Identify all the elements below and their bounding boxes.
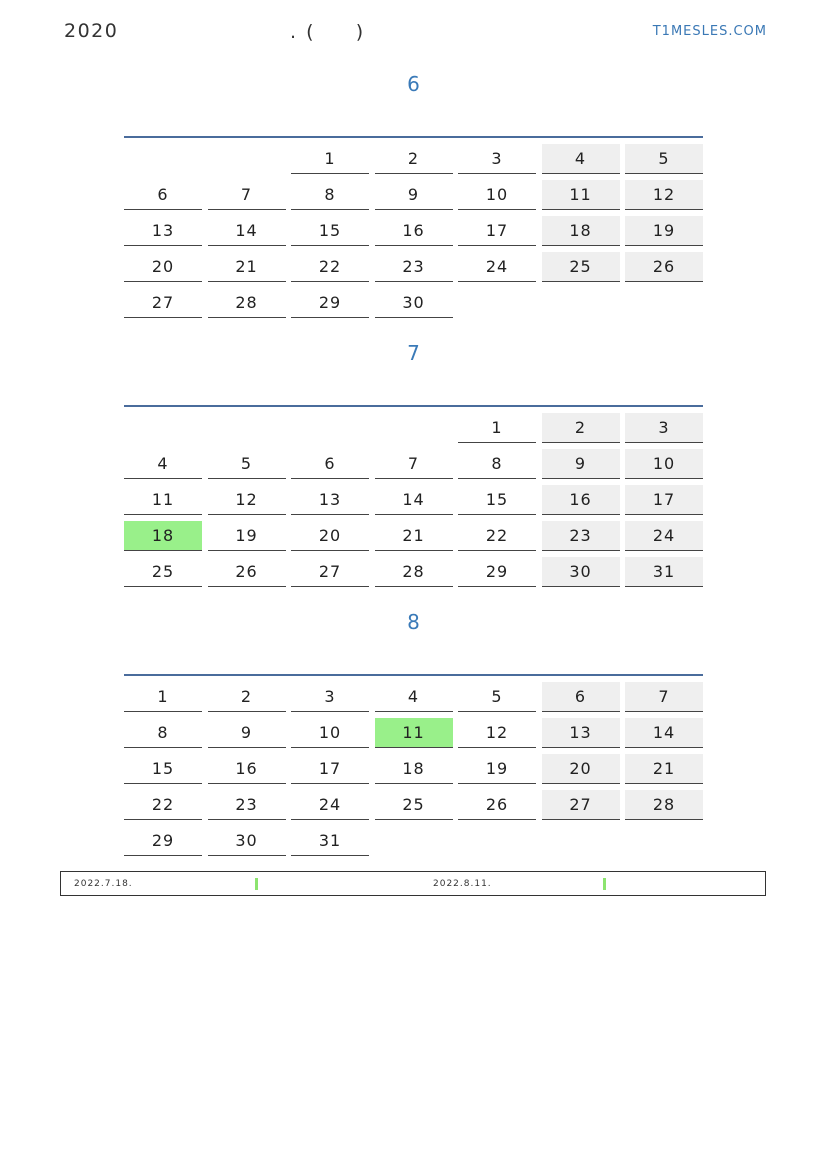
month-rule <box>124 136 703 138</box>
empty-cell <box>625 288 703 317</box>
day-cell[interactable]: 31 <box>625 557 703 587</box>
day-cell[interactable]: 26 <box>625 252 703 282</box>
day-cell[interactable]: 4 <box>124 449 202 479</box>
day-cell[interactable]: 12 <box>625 180 703 210</box>
day-cell[interactable]: 5 <box>625 144 703 174</box>
day-cell[interactable]: 19 <box>208 521 286 551</box>
day-cell[interactable]: 21 <box>208 252 286 282</box>
day-cell[interactable]: 26 <box>458 790 536 820</box>
day-cell[interactable]: 28 <box>375 557 453 587</box>
day-cell[interactable]: 8 <box>458 449 536 479</box>
day-cell[interactable]: 14 <box>375 485 453 515</box>
day-cell[interactable]: 25 <box>542 252 620 282</box>
day-cell[interactable]: 27 <box>291 557 369 587</box>
empty-cell <box>124 144 202 173</box>
day-cell[interactable]: 7 <box>375 449 453 479</box>
day-cell[interactable]: 29 <box>458 557 536 587</box>
week-row <box>124 252 703 288</box>
day-cell[interactable]: 3 <box>458 144 536 174</box>
day-cell[interactable]: 27 <box>124 288 202 318</box>
week-row <box>124 557 703 593</box>
day-cell[interactable]: 29 <box>291 288 369 318</box>
day-cell[interactable]: 9 <box>375 180 453 210</box>
day-cell[interactable]: 16 <box>208 754 286 784</box>
legend-date: 2022.8.11. <box>433 879 492 889</box>
site-link[interactable]: T1MESLES.COM <box>652 24 767 39</box>
week-row <box>124 718 703 754</box>
week-row <box>124 682 703 718</box>
day-cell[interactable]: 11 <box>542 180 620 210</box>
week-row <box>124 288 703 324</box>
day-cell[interactable]: 12 <box>458 718 536 748</box>
day-cell[interactable]: 8 <box>124 718 202 748</box>
week-row <box>124 754 703 790</box>
legend-highlight-swatch <box>603 878 606 890</box>
day-cell[interactable]: 7 <box>625 682 703 712</box>
day-cell[interactable]: 25 <box>124 557 202 587</box>
day-cell[interactable]: 4 <box>375 682 453 712</box>
calendar-grid <box>124 413 703 593</box>
day-cell[interactable]: 7 <box>208 180 286 210</box>
day-cell[interactable]: 19 <box>625 216 703 246</box>
day-cell[interactable]: 28 <box>208 288 286 318</box>
day-cell[interactable]: 17 <box>291 754 369 784</box>
day-cell[interactable]: 13 <box>542 718 620 748</box>
day-cell[interactable]: 23 <box>542 521 620 551</box>
day-cell[interactable]: 20 <box>542 754 620 784</box>
day-cell[interactable]: 23 <box>208 790 286 820</box>
day-cell[interactable]: 14 <box>208 216 286 246</box>
legend-highlight-swatch <box>255 878 258 890</box>
day-cell[interactable]: 13 <box>124 216 202 246</box>
day-cell[interactable]: 24 <box>458 252 536 282</box>
day-cell[interactable]: 18 <box>542 216 620 246</box>
day-cell[interactable]: 1 <box>291 144 369 174</box>
day-cell[interactable]: 11 <box>375 718 453 748</box>
header-year: 2020 <box>64 20 119 42</box>
day-cell[interactable]: 18 <box>375 754 453 784</box>
day-cell[interactable]: 29 <box>124 826 202 856</box>
day-cell[interactable]: 27 <box>542 790 620 820</box>
day-cell[interactable]: 10 <box>458 180 536 210</box>
day-cell[interactable]: 30 <box>208 826 286 856</box>
empty-cell <box>124 413 202 442</box>
calendar-grid <box>124 144 703 324</box>
day-cell[interactable]: 26 <box>208 557 286 587</box>
day-cell[interactable]: 16 <box>375 216 453 246</box>
empty-cell <box>375 826 453 855</box>
day-cell[interactable]: 17 <box>458 216 536 246</box>
day-cell[interactable]: 8 <box>291 180 369 210</box>
day-cell[interactable]: 18 <box>124 521 202 551</box>
month-rule <box>124 405 703 407</box>
empty-cell <box>542 288 620 317</box>
day-cell[interactable]: 10 <box>625 449 703 479</box>
week-row <box>124 826 703 862</box>
day-cell[interactable]: 10 <box>291 718 369 748</box>
day-cell[interactable]: 5 <box>458 682 536 712</box>
day-cell[interactable]: 5 <box>208 449 286 479</box>
empty-cell <box>458 826 536 855</box>
week-row <box>124 485 703 521</box>
day-cell[interactable]: 2 <box>542 413 620 443</box>
empty-cell <box>625 826 703 855</box>
day-cell[interactable]: 21 <box>375 521 453 551</box>
day-cell[interactable]: 22 <box>291 252 369 282</box>
day-cell[interactable]: 1 <box>124 682 202 712</box>
empty-cell <box>458 288 536 317</box>
empty-cell <box>291 413 369 442</box>
day-cell[interactable]: 22 <box>124 790 202 820</box>
week-row <box>124 180 703 216</box>
week-row <box>124 216 703 252</box>
day-cell[interactable]: 3 <box>291 682 369 712</box>
day-cell[interactable]: 11 <box>124 485 202 515</box>
legend-date: 2022.7.18. <box>74 879 133 889</box>
day-cell[interactable]: 16 <box>542 485 620 515</box>
empty-cell <box>542 826 620 855</box>
day-cell[interactable]: 6 <box>542 682 620 712</box>
month-title: 7 <box>407 341 420 365</box>
week-row <box>124 790 703 826</box>
month-title: 8 <box>407 610 420 634</box>
day-cell[interactable]: 2 <box>375 144 453 174</box>
day-cell[interactable]: 22 <box>458 521 536 551</box>
header-subtitle: . ( ) <box>290 21 366 43</box>
day-cell[interactable]: 20 <box>124 252 202 282</box>
calendar-grid <box>124 682 703 862</box>
day-cell[interactable]: 30 <box>542 557 620 587</box>
day-cell[interactable]: 3 <box>625 413 703 443</box>
day-cell[interactable]: 9 <box>208 718 286 748</box>
empty-cell <box>208 144 286 173</box>
day-cell[interactable]: 17 <box>625 485 703 515</box>
day-cell[interactable]: 23 <box>375 252 453 282</box>
empty-cell <box>208 413 286 442</box>
day-cell[interactable]: 1 <box>458 413 536 443</box>
day-cell[interactable]: 13 <box>291 485 369 515</box>
week-row <box>124 521 703 557</box>
day-cell[interactable]: 19 <box>458 754 536 784</box>
week-row <box>124 144 703 180</box>
week-row <box>124 413 703 449</box>
month-rule <box>124 674 703 676</box>
day-cell[interactable]: 20 <box>291 521 369 551</box>
day-cell[interactable]: 4 <box>542 144 620 174</box>
day-cell[interactable]: 12 <box>208 485 286 515</box>
day-cell[interactable]: 30 <box>375 288 453 318</box>
day-cell[interactable]: 28 <box>625 790 703 820</box>
day-cell[interactable]: 14 <box>625 718 703 748</box>
week-row <box>124 449 703 485</box>
day-cell[interactable]: 15 <box>291 216 369 246</box>
day-cell[interactable]: 15 <box>124 754 202 784</box>
day-cell[interactable]: 25 <box>375 790 453 820</box>
legend-box <box>60 871 766 896</box>
day-cell[interactable]: 9 <box>542 449 620 479</box>
day-cell[interactable]: 24 <box>625 521 703 551</box>
day-cell[interactable]: 24 <box>291 790 369 820</box>
day-cell[interactable]: 6 <box>291 449 369 479</box>
day-cell[interactable]: 6 <box>124 180 202 210</box>
day-cell[interactable]: 21 <box>625 754 703 784</box>
month-title: 6 <box>407 72 420 96</box>
day-cell[interactable]: 31 <box>291 826 369 856</box>
day-cell[interactable]: 15 <box>458 485 536 515</box>
empty-cell <box>375 413 453 442</box>
day-cell[interactable]: 2 <box>208 682 286 712</box>
